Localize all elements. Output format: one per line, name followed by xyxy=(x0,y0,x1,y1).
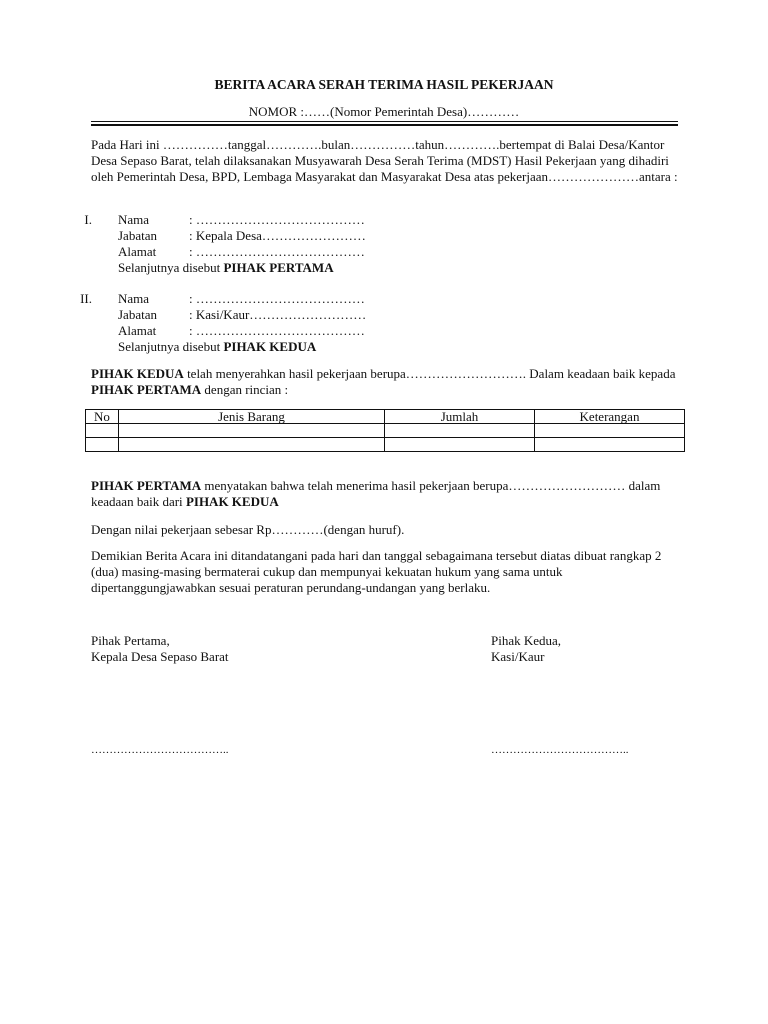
party2-jabatan-value: : Kasi/Kaur……………………… xyxy=(189,307,367,322)
party2-jabatan-label: Jabatan xyxy=(118,307,157,322)
party1-jabatan-label: Jabatan xyxy=(118,228,157,243)
party1-numeral: I. xyxy=(84,212,92,227)
table-row xyxy=(86,438,685,452)
handover-recipient: PIHAK PERTAMA xyxy=(91,382,202,397)
party1-nama-label: Nama xyxy=(118,212,150,227)
intro-paragraph: Pada Hari ini ……………tanggal………….bulan……………tahun………….bertempat di Balai Desa/Kantor Desa Sepaso Barat, telah dilaksanakan Musyawarah Desa Serah Terima (MDST) Hasil Pekerjaan yang dihadiri oleh Pemerintah Desa, BPD, Lembaga Masyarakat dan Masyarakat Desa atas pekerjaan…………………antara : xyxy=(91,137,678,184)
table-cell xyxy=(86,438,119,452)
signature-left-position: Kepala Desa Sepaso Barat xyxy=(91,649,229,664)
party1-role: PIHAK PERTAMA xyxy=(223,260,334,275)
party1-alamat-value: : ………………………………… xyxy=(189,244,365,259)
handover-text1: telah menyerahkan hasil pekerjaan berupa………………………. Dalam keadaan baik kepada xyxy=(183,366,676,381)
signature-block-right xyxy=(491,633,561,665)
table-cell xyxy=(535,424,685,438)
party1-nama-value: : ………………………………… xyxy=(189,212,365,227)
party2-numeral: II. xyxy=(80,291,92,306)
title-divider-thick xyxy=(91,124,678,126)
title-divider-thin xyxy=(91,121,678,122)
document-title: BERITA ACARA SERAH TERIMA HASIL PEKERJAAN xyxy=(214,77,554,92)
party2-nama-label: Nama xyxy=(118,291,150,306)
party2-nama-value: : ………………………………… xyxy=(189,291,365,306)
signature-right-title: Pihak Kedua, xyxy=(491,633,562,648)
acceptance-text1: menyatakan bahwa telah menerima hasil pekerjaan berupa……………………… dalam keadaan baik dari xyxy=(91,478,661,509)
value-paragraph: Dengan nilai pekerjaan sebesar Rp…………(dengan huruf). xyxy=(91,522,405,537)
party2-alamat-value: : ………………………………… xyxy=(189,323,365,338)
table-cell xyxy=(535,438,685,452)
signature-right-position: Kasi/Kaur xyxy=(491,649,545,664)
party2-designation xyxy=(118,339,316,355)
party1-designation xyxy=(118,260,334,276)
party1-jabatan-value: : Kepala Desa…………………… xyxy=(189,228,366,243)
document-number: NOMOR :……(Nomor Pemerintah Desa)………… xyxy=(248,104,520,119)
acceptance-paragraph xyxy=(91,478,681,510)
signature-block-left xyxy=(91,633,229,665)
table-cell xyxy=(119,438,385,452)
party1-alamat-label: Alamat xyxy=(118,244,157,259)
acceptance-subject: PIHAK PERTAMA xyxy=(91,478,202,493)
table-cell xyxy=(86,424,119,438)
handover-paragraph xyxy=(91,366,681,398)
table-cell xyxy=(385,438,535,452)
items-table xyxy=(85,409,685,452)
party2-selanjutnya: Selanjutnya disebut xyxy=(118,339,224,354)
party2-role: PIHAK KEDUA xyxy=(223,339,317,354)
signature-line-left: ……………………………….. xyxy=(91,744,229,756)
handover-subject: PIHAK KEDUA xyxy=(91,366,184,381)
table-header-row xyxy=(86,410,685,424)
table-cell xyxy=(119,424,385,438)
col-header-no: No xyxy=(86,410,119,424)
table-row xyxy=(86,424,685,438)
col-header-jenis-barang: Jenis Barang xyxy=(119,410,385,424)
closing-paragraph: Demikian Berita Acara ini ditandatangani pada hari dan tanggal sebagaimana tersebut diatas dibuat rangkap 2 (dua) masing-masing bermaterai cukup dan mempunyai kekuatan hukum yang sama untuk dipertanggungjawabkan sesuai peraturan perundang-undangan yang berlaku. xyxy=(91,548,662,595)
acceptance-from: PIHAK KEDUA xyxy=(185,494,279,509)
signature-line-right: ……………………………….. xyxy=(491,744,629,756)
party2-alamat-label: Alamat xyxy=(118,323,157,338)
col-header-keterangan: Keterangan xyxy=(535,410,685,424)
handover-text2: dengan rincian : xyxy=(201,382,289,397)
table-cell xyxy=(385,424,535,438)
party1-selanjutnya: Selanjutnya disebut xyxy=(118,260,224,275)
col-header-jumlah: Jumlah xyxy=(385,410,535,424)
signature-left-title: Pihak Pertama, xyxy=(91,633,170,648)
